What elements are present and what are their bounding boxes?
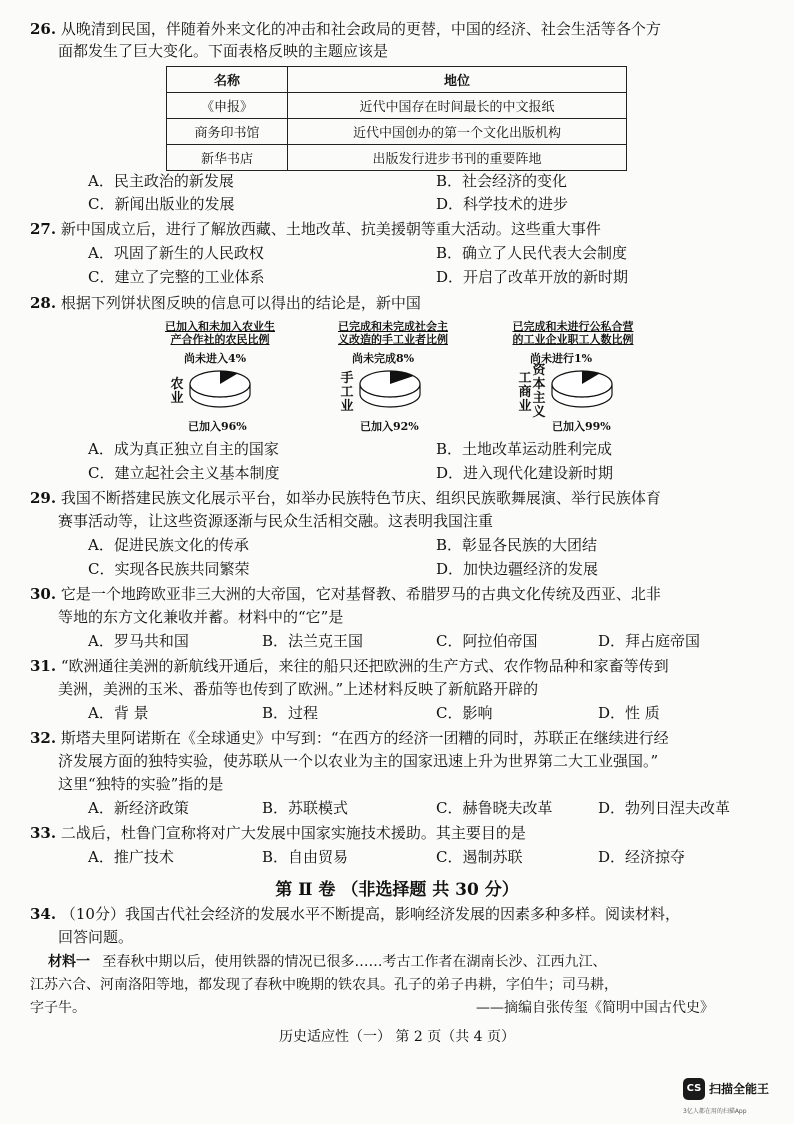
chart3-bottom-note: 已加入99% bbox=[552, 420, 611, 433]
side-char: 义 bbox=[532, 405, 546, 420]
q34-source: ——摘编自张传玺《简明中国古代史》 bbox=[476, 1000, 714, 1016]
q28-number: 28. bbox=[30, 294, 57, 312]
q31-option-b[interactable]: B．过程 bbox=[262, 704, 319, 722]
material-text-1: 至春秋中期以后，使用铁器的情况已很多……考古工作者在湖南长沙、江西九江、 bbox=[102, 954, 607, 970]
q27-option-b[interactable]: B．确立了人民代表大会制度 bbox=[436, 244, 628, 262]
side-char: 工 bbox=[518, 371, 532, 386]
scanner-watermark bbox=[683, 1076, 793, 1116]
q27-option-c[interactable]: C．建立了完整的工业体系 bbox=[88, 268, 265, 286]
side-char: 主 bbox=[532, 391, 546, 406]
table-row bbox=[167, 119, 627, 145]
q29-number: 29. bbox=[30, 489, 57, 507]
q28-option-a[interactable]: A．成为真正独立自主的国家 bbox=[88, 440, 279, 458]
q32-stem-line3: 这里“独特的实验”指的是 bbox=[58, 775, 224, 793]
q26-stem bbox=[30, 18, 661, 40]
scanner-name: 扫描全能王 bbox=[709, 1082, 770, 1096]
q32-stem-line1: 斯塔夫里阿诺斯在《全球通史》中写到：“在西方的经济一团糟的同时，苏联正在继续进行经 bbox=[60, 729, 669, 747]
chart1-side-label bbox=[170, 378, 184, 406]
q32-stem bbox=[30, 727, 669, 749]
q26-stem-line1: 从晚清到民国，伴随着外来文化的冲击和社会政局的更替，中国的经济、社会生活等各个方 bbox=[60, 20, 661, 38]
q30-stem-line2: 等地的东方文化兼收并蓄。材料中的“它”是 bbox=[58, 608, 344, 626]
chart3-title-line1: 已完成和未进行公私合营 bbox=[512, 320, 634, 333]
chart1-title-line1: 已加入和未加入农业生 bbox=[165, 320, 275, 333]
q33-option-a[interactable]: A．推广技术 bbox=[88, 848, 174, 866]
chart1-title-line2: 产合作社的农民比例 bbox=[170, 333, 270, 346]
chart2-side-label bbox=[340, 372, 354, 414]
table-cell: 商务印书馆 bbox=[167, 119, 288, 145]
chart3-side-label-b bbox=[532, 364, 546, 420]
table-row bbox=[167, 145, 627, 171]
q33-option-d[interactable]: D．经济掠夺 bbox=[598, 848, 686, 866]
q30-option-b[interactable]: B．法兰克王国 bbox=[262, 632, 364, 650]
q30-number: 30. bbox=[30, 585, 57, 603]
chart3-title-line2: 的工业企业职工人数比例 bbox=[512, 333, 634, 346]
q30-option-a[interactable]: A．罗马共和国 bbox=[88, 632, 189, 650]
chart3-title bbox=[498, 320, 648, 346]
q27-stem bbox=[30, 218, 601, 240]
q27-option-d[interactable]: D．开启了改革开放的新时期 bbox=[436, 268, 629, 286]
q28-option-c[interactable]: C．建立起社会主义基本制度 bbox=[88, 464, 280, 482]
side-char: 业 bbox=[170, 391, 184, 406]
chart2-bottom-note: 已加入92% bbox=[360, 420, 419, 433]
table-cell: 《申报》 bbox=[167, 93, 288, 119]
chart3-top-note: 尚未进行1% bbox=[530, 352, 593, 365]
chart2-title-line2: 义改造的手工业者比例 bbox=[338, 333, 448, 346]
side-char: 农 bbox=[170, 377, 184, 392]
q32-option-c[interactable]: C．赫鲁晓夫改革 bbox=[436, 799, 553, 817]
chart1-pie bbox=[186, 366, 266, 416]
side-char: 商 bbox=[518, 385, 532, 400]
q29-option-a[interactable]: A．促进民族文化的传承 bbox=[88, 536, 249, 554]
side-char: 手 bbox=[340, 371, 354, 386]
chart3-pie bbox=[548, 366, 628, 416]
q31-option-a[interactable]: A．背 景 bbox=[88, 704, 149, 722]
table-header-name: 名称 bbox=[167, 67, 288, 93]
q31-stem-line2: 美洲，美洲的玉米、番茄等也传到了欧洲。”上述材料反映了新航路开辟的 bbox=[58, 680, 539, 698]
q30-option-c[interactable]: C．阿拉伯帝国 bbox=[436, 632, 538, 650]
q30-option-d[interactable]: D．拜占庭帝国 bbox=[598, 632, 701, 650]
q27-number: 27. bbox=[30, 220, 57, 238]
table-header-status: 地位 bbox=[288, 67, 627, 93]
q31-option-c[interactable]: C．影响 bbox=[436, 704, 493, 722]
chart1-title bbox=[150, 320, 290, 346]
table-row bbox=[167, 93, 627, 119]
section-2-heading: 第 Ⅱ 卷 （非选择题 共 30 分） bbox=[275, 880, 519, 900]
q33-number: 33. bbox=[30, 824, 57, 842]
q28-stem bbox=[30, 292, 421, 314]
q34-number: 34. bbox=[30, 905, 57, 923]
q29-option-d[interactable]: D．加快边疆经济的发展 bbox=[436, 560, 599, 578]
q32-option-a[interactable]: A．新经济政策 bbox=[88, 799, 189, 817]
table-cell: 近代中国存在时间最长的中文报纸 bbox=[288, 93, 627, 119]
q30-stem-line1: 它是一个地跨欧亚非三大洲的大帝国，它对基督教、希腊罗马的古典文化传统及西亚、北非 bbox=[60, 585, 661, 603]
q32-number: 32. bbox=[30, 729, 57, 747]
q27-stem-text: 新中国成立后，进行了解放西藏、土地改革、抗美援朝等重大活动。这些重大事件 bbox=[60, 220, 601, 238]
q26-option-b[interactable]: B．社会经济的变化 bbox=[436, 172, 568, 190]
table-cell: 近代中国创办的第一个文化出版机构 bbox=[288, 119, 627, 145]
chart1-bottom-note: 已加入96% bbox=[188, 420, 247, 433]
q29-option-b[interactable]: B．彰显各民族的大团结 bbox=[436, 536, 598, 554]
side-char: 业 bbox=[340, 399, 354, 414]
q32-stem-line2: 济发展方面的独特实验，使苏联从一个以农业为主的国家迅速上升为世界第二大工业强国。” bbox=[58, 752, 659, 770]
chart3-side-label-a bbox=[518, 372, 532, 414]
q31-stem bbox=[30, 655, 669, 677]
side-char: 资 bbox=[532, 363, 546, 378]
q32-option-d[interactable]: D．勃列日涅夫改革 bbox=[598, 799, 731, 817]
q33-stem-text: 二战后，杜鲁门宣称将对广大发展中国家实施技术援助。其主要目的是 bbox=[60, 824, 526, 842]
page-footer: 历史适应性（一） 第 2 页（共 4 页） bbox=[278, 1029, 516, 1045]
q26-stem-line2: 面都发生了巨大变化。下面表格反映的主题应该是 bbox=[58, 42, 389, 60]
scanner-logo-icon: CS bbox=[683, 1078, 705, 1100]
q29-stem-line2: 赛事活动等，让这些资源逐渐与民众生活相交融。这表明我国注重 bbox=[58, 512, 494, 530]
q34-stem bbox=[30, 903, 680, 925]
q33-stem bbox=[30, 822, 526, 844]
q27-option-a[interactable]: A．巩固了新生的人民政权 bbox=[88, 244, 264, 262]
q34-material-line2: 江苏六合、河南洛阳等地，都发现了春秋中晚期的铁农具。孔子的弟子冉耕，字伯牛；司马耕， bbox=[30, 977, 618, 993]
side-char: 工 bbox=[340, 385, 354, 400]
q33-option-b[interactable]: B．自由贸易 bbox=[262, 848, 349, 866]
scanner-tagline: 3亿人都在用的扫描App bbox=[683, 1108, 747, 1115]
q34-stem-line1: （10分）我国古代社会经济的发展水平不断提高，影响经济发展的因素多种多样。阅读材料， bbox=[60, 905, 680, 923]
q32-option-b[interactable]: B．苏联模式 bbox=[262, 799, 349, 817]
q31-option-d[interactable]: D．性 质 bbox=[598, 704, 660, 722]
table-cell: 出版发行进步书刊的重要阵地 bbox=[288, 145, 627, 171]
q34-stem-line2: 回答问题。 bbox=[58, 928, 134, 946]
q29-stem-line1: 我国不断搭建民族文化展示平台，如举办民族特色节庆、组织民族歌舞展演、举行民族体育 bbox=[60, 489, 661, 507]
material-label: 材料一 bbox=[48, 954, 90, 970]
q34-material-line3: 字子牛。 bbox=[30, 1000, 86, 1016]
q31-stem-line1: “欧洲通往美洲的新航线开通后，来往的船只还把欧洲的生产方式、农作物品种和家畜等传到 bbox=[60, 657, 669, 675]
q29-option-c[interactable]: C．实现各民族共同繁荣 bbox=[88, 560, 250, 578]
q26-table bbox=[166, 66, 627, 171]
q26-option-a[interactable]: A．民主政治的新发展 bbox=[88, 172, 234, 190]
chart2-title-line1: 已完成和未完成社会主 bbox=[338, 320, 448, 333]
chart2-top-note: 尚未完成8% bbox=[352, 352, 415, 365]
side-char: 业 bbox=[518, 399, 532, 414]
q26-option-d[interactable]: D．科学技术的进步 bbox=[436, 195, 569, 213]
q26-number: 26. bbox=[30, 20, 57, 38]
q29-stem bbox=[30, 487, 661, 509]
chart2-pie bbox=[356, 366, 436, 416]
q28-option-d[interactable]: D．进入现代化建设新时期 bbox=[436, 464, 614, 482]
q31-number: 31. bbox=[30, 657, 57, 675]
table-cell: 新华书店 bbox=[167, 145, 288, 171]
q28-option-b[interactable]: B．土地改革运动胜利完成 bbox=[436, 440, 613, 458]
q33-option-c[interactable]: C．遏制苏联 bbox=[436, 848, 523, 866]
q26-option-c[interactable]: C．新闻出版业的发展 bbox=[88, 195, 235, 213]
table-header-row bbox=[167, 67, 627, 93]
chart1-top-note: 尚未进入4% bbox=[184, 352, 247, 365]
q34-material-line1 bbox=[48, 951, 606, 973]
q28-stem-text: 根据下列饼状图反映的信息可以得出的结论是，新中国 bbox=[60, 294, 421, 312]
chart2-title bbox=[318, 320, 468, 346]
side-char: 本 bbox=[532, 377, 546, 392]
q30-stem bbox=[30, 583, 661, 605]
